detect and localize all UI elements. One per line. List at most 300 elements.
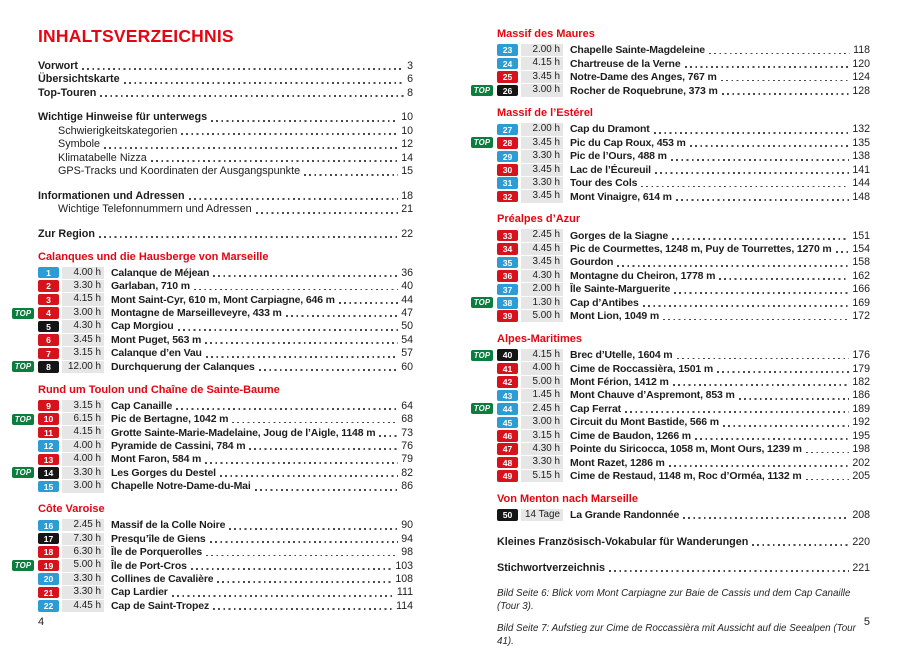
tour-page: 82 [401, 466, 413, 479]
dotted-leader [210, 541, 399, 543]
dotted-leader [806, 479, 850, 481]
dotted-leader [259, 369, 398, 371]
tour-number-badge: 31 [497, 177, 518, 189]
tour-row [471, 190, 870, 203]
tour-duration: 5.00 h [521, 310, 563, 322]
dotted-leader [256, 212, 399, 214]
tour-duration: 3.30 h [62, 280, 104, 292]
tour-duration: 2.00 h [521, 123, 563, 135]
photo-captions [497, 587, 870, 648]
tour-page: 68 [401, 413, 413, 426]
toc-entry-label: Schwierigkeitskategorien [58, 124, 178, 137]
dotted-leader [104, 147, 398, 149]
dotted-leader [211, 120, 398, 122]
dotted-leader [739, 398, 850, 400]
tour-number-badge: 1 [38, 267, 59, 279]
toc-entry-page: 22 [401, 227, 413, 240]
tour-page: 169 [852, 296, 870, 309]
tour-number-badge: 41 [497, 363, 518, 375]
tour-row [471, 150, 870, 163]
tour-page: 144 [852, 177, 870, 190]
toc-entry [38, 138, 413, 152]
tour-number-badge: 20 [38, 573, 59, 585]
tour-duration: 5.00 h [521, 376, 563, 388]
tour-duration: 4.45 h [521, 243, 563, 255]
tour-row [12, 519, 413, 532]
tour-name: Pyramide de Cassini, 784 m [111, 440, 246, 453]
tour-duration: 4.00 h [521, 362, 563, 374]
tour-duration: 2.00 h [521, 283, 563, 295]
dotted-leader [641, 186, 849, 188]
tour-row [471, 375, 870, 388]
tour-number-badge: 35 [497, 257, 518, 269]
tour-number-badge: 44 [497, 403, 518, 415]
toc-entry-label: Stichwortverzeichnis [497, 562, 606, 574]
dotted-leader [695, 438, 849, 440]
tour-row [471, 429, 870, 442]
tour-number-badge: 33 [497, 230, 518, 242]
tour-row [12, 279, 413, 292]
tour-page: 158 [852, 256, 870, 269]
toc-entry [497, 535, 870, 549]
tour-page: 47 [401, 307, 413, 320]
dotted-leader [719, 278, 849, 280]
tour-name: Grotte Sainte-Marie-Madelaine, Joug de l’Aigle, 1148 m [111, 426, 376, 439]
tour-page: 118 [853, 44, 870, 57]
tour-duration: 3.45 h [521, 256, 563, 268]
toc-entry [38, 151, 413, 165]
tour-number-badge: 50 [497, 509, 518, 521]
dotted-leader [189, 198, 399, 200]
tour-name: Gorges de la Siagne [570, 229, 669, 242]
dotted-leader [205, 342, 398, 344]
tour-number-badge: 30 [497, 164, 518, 176]
tour-name: Lac de l’Écureuil [570, 163, 651, 176]
tour-row [12, 559, 413, 572]
tour-page: 108 [395, 573, 413, 586]
tour-duration: 3.00 h [62, 307, 104, 319]
toc-entry [38, 86, 413, 100]
dotted-leader [194, 289, 398, 291]
toc-entry-page: 220 [852, 535, 870, 548]
tour-duration: 3.30 h [62, 467, 104, 479]
tour-page: 90 [401, 519, 413, 532]
tour-name: Rocher de Roquebrune, 373 m [570, 84, 718, 97]
dotted-leader [205, 462, 398, 464]
tour-duration: 5.15 h [521, 470, 563, 482]
tour-name: Cime de Roccassièra, 1501 m [570, 362, 714, 375]
tour-page: 198 [852, 443, 870, 456]
dotted-leader [673, 384, 850, 386]
dotted-leader [229, 528, 398, 530]
dotted-leader [99, 236, 398, 238]
tour-number-badge: 46 [497, 430, 518, 442]
toc-entry-label: Zur Region [38, 227, 95, 240]
tour-page: 135 [852, 136, 870, 149]
tour-row [471, 256, 870, 269]
tour-page: 36 [401, 266, 413, 279]
tour-row [471, 70, 870, 83]
tour-duration: 3.30 h [62, 586, 104, 598]
dotted-leader [82, 68, 404, 70]
tour-name: Cap d’Antibes [570, 296, 639, 309]
section-title: Alpes-Maritimes [497, 332, 582, 345]
tour-name: Tour des Cols [570, 177, 638, 190]
page-number-right: 5 [863, 616, 870, 628]
tour-page: 114 [396, 599, 413, 612]
tour-row [471, 456, 870, 469]
tour-row [12, 333, 413, 346]
tour-number-badge: 29 [497, 151, 518, 163]
tour-page: 94 [401, 532, 413, 545]
toc-entry [38, 111, 413, 125]
dotted-leader [721, 80, 850, 82]
tour-number-badge: 13 [38, 454, 59, 466]
dotted-leader [669, 465, 850, 467]
tour-row [471, 469, 870, 482]
tour-page: 50 [401, 320, 413, 333]
page-number-left: 4 [38, 616, 45, 628]
section-title: Massif de l’Estérel [497, 107, 593, 120]
tour-page: 189 [852, 402, 870, 415]
toc-entry-label: GPS-Tracks und Koordinaten der Ausgangspunkte [58, 165, 301, 178]
tour-page: 195 [852, 429, 870, 442]
tour-page: 208 [852, 509, 870, 522]
front-matter-list [38, 59, 413, 241]
top-badge: TOP [471, 137, 493, 148]
tour-number-badge: 16 [38, 520, 59, 532]
dotted-leader [643, 305, 850, 307]
tour-number-badge: 11 [38, 427, 59, 439]
dotted-leader [683, 517, 849, 519]
toc-entry-page: 6 [407, 73, 413, 86]
dotted-leader [717, 371, 849, 373]
dotted-leader [674, 292, 849, 294]
tour-row [12, 360, 413, 373]
tour-name: Mont Puget, 563 m [111, 333, 202, 346]
tour-page: 44 [401, 293, 413, 306]
dotted-leader [213, 275, 398, 277]
tour-page: 162 [852, 269, 870, 282]
tour-duration: 3.45 h [521, 164, 563, 176]
dotted-leader [806, 452, 850, 454]
photo-caption: Bild Seite 6: Blick vom Mont Carpiagne zur Baie de Cassis und dem Cap Canaille (Tour 3). [497, 587, 851, 612]
top-badge: TOP [471, 85, 493, 96]
dotted-leader [178, 329, 399, 331]
tour-number-badge: 47 [497, 443, 518, 455]
tour-page: 98 [401, 546, 413, 559]
tour-duration: 3.00 h [521, 84, 563, 96]
tour-name: Mont Vinaigre, 614 m [570, 190, 672, 203]
tour-row [12, 466, 413, 479]
toc-entry-page: 18 [401, 189, 413, 202]
tour-number-badge: 3 [38, 294, 59, 306]
tour-row [471, 242, 870, 255]
tour-row [12, 545, 413, 558]
dotted-leader [176, 408, 398, 410]
tour-row [471, 229, 870, 242]
toc-entry-label: Wichtige Telefonnummern und Adressen [58, 203, 252, 216]
tour-name: Pic de Bertagne, 1042 m [111, 413, 229, 426]
tour-row [471, 269, 870, 282]
tour-name: Cap Ferrat [570, 402, 622, 415]
tour-row [471, 123, 870, 136]
tour-page: 205 [852, 470, 870, 483]
tour-number-badge: 24 [497, 58, 518, 70]
tour-name: Collines de Cavalière [111, 573, 214, 586]
tour-row [471, 177, 870, 190]
dotted-leader [663, 319, 849, 321]
dotted-leader [181, 133, 398, 135]
tour-name: Massif de la Colle Noire [111, 519, 226, 532]
tour-name: Notre-Dame des Anges, 767 m [570, 71, 717, 84]
tour-number-badge: 28 [497, 137, 518, 149]
tour-duration: 4.00 h [62, 440, 104, 452]
tour-number-badge: 8 [38, 361, 59, 373]
tour-section [14, 250, 413, 374]
toc-entry-page: 12 [401, 138, 413, 151]
tour-duration: 1.45 h [521, 389, 563, 401]
tour-name: Île Sainte-Marguerite [570, 283, 671, 296]
tour-duration: 4.30 h [521, 270, 563, 282]
tour-row [12, 426, 413, 439]
tour-name: Pic de Courmettes, 1248 m, Puy de Tourrettes, 1270 m [570, 243, 832, 256]
tour-row [12, 439, 413, 452]
page-left [0, 0, 454, 648]
dotted-leader [625, 411, 849, 413]
tour-page: 182 [852, 376, 870, 389]
page-right [454, 0, 909, 648]
top-badge: TOP [471, 350, 493, 361]
tour-name: Les Gorges du Destel [111, 466, 216, 479]
toc-entry-label: Klimatabelle Nizza [58, 151, 147, 164]
tour-page: 166 [852, 283, 870, 296]
tour-number-badge: 39 [497, 310, 518, 322]
toc-entry [38, 165, 413, 179]
tour-name: Chapelle Sainte-Magdeleine [570, 44, 705, 57]
tour-number-badge: 26 [497, 85, 518, 97]
tour-row [12, 599, 413, 612]
tour-name: La Grande Randonnée [570, 509, 680, 522]
tour-name: Île de Porquerolles [111, 546, 203, 559]
tour-section [473, 213, 870, 323]
tour-page: 128 [852, 84, 870, 97]
tour-number-badge: 36 [497, 270, 518, 282]
tour-page: 120 [852, 57, 870, 70]
tour-number-badge: 9 [38, 400, 59, 412]
tour-number-badge: 19 [38, 560, 59, 572]
tour-name: Calanque de Méjean [111, 266, 210, 279]
tour-duration: 3.45 h [521, 137, 563, 149]
tour-name: Presqu’île de Giens [111, 532, 206, 545]
tour-name: Montagne du Cheiron, 1778 m [570, 269, 716, 282]
tour-row [12, 293, 413, 306]
dotted-leader [722, 93, 850, 95]
tour-number-badge: 42 [497, 376, 518, 388]
top-badge: TOP [12, 467, 34, 478]
toc-entry-label: Top-Touren [38, 86, 97, 99]
dotted-leader [752, 544, 849, 546]
tour-number-badge: 2 [38, 280, 59, 292]
toc-entry-page: 10 [401, 111, 413, 124]
tour-row [471, 296, 870, 309]
tour-duration: 2.45 h [521, 403, 563, 415]
tour-row [12, 532, 413, 545]
tour-duration: 4.15 h [62, 426, 104, 438]
tour-page: 103 [395, 559, 413, 572]
dotted-leader [206, 356, 398, 358]
tour-number-badge: 17 [38, 533, 59, 545]
tour-duration: 7.30 h [62, 533, 104, 545]
toc-entry-page: 10 [401, 124, 413, 137]
tour-page: 40 [401, 280, 413, 293]
page-title: INHALTSVERZEICHNIS [38, 26, 234, 46]
dotted-leader [232, 422, 398, 424]
tour-page: 76 [401, 440, 413, 453]
tour-page: 73 [401, 426, 413, 439]
tour-number-badge: 43 [497, 390, 518, 402]
toc-entry-page: 221 [852, 562, 870, 574]
tour-number-badge: 48 [497, 457, 518, 469]
toc-entry [38, 227, 413, 241]
dotted-leader [217, 581, 392, 583]
tour-name: Mont Saint-Cyr, 610 m, Mont Carpiagne, 646 m [111, 293, 335, 306]
tour-name: Mont Razet, 1286 m [570, 456, 665, 469]
tour-name: Chapelle Notre-Dame-du-Mai [111, 480, 251, 493]
tour-section [14, 383, 413, 494]
tour-name: Cime de Restaud, 1148 m, Roc d’Orméa, 1132 m [570, 470, 802, 483]
tour-page: 124 [852, 71, 870, 84]
tour-row [471, 416, 870, 429]
tour-number-badge: 45 [497, 417, 518, 429]
tour-duration: 2.45 h [521, 229, 563, 241]
right-tour-sections [473, 28, 870, 522]
tour-name: Brec d’Utelle, 1604 m [570, 349, 673, 362]
tour-number-badge: 10 [38, 413, 59, 425]
tour-page: 154 [852, 243, 870, 256]
tour-number-badge: 37 [497, 284, 518, 296]
tour-row [471, 84, 870, 97]
tour-name: Cap Morgiou [111, 320, 174, 333]
tour-row [471, 362, 870, 375]
tour-number-badge: 23 [497, 44, 518, 56]
tour-duration: 4.15 h [62, 293, 104, 305]
tour-duration: 12.00 h [62, 361, 104, 373]
dotted-leader [339, 302, 398, 304]
dotted-leader [191, 568, 393, 570]
tour-page: 57 [401, 347, 413, 360]
dotted-leader [617, 265, 849, 267]
toc-entry-label: Wichtige Hinweise für unterwegs [38, 111, 208, 124]
tour-page: 176 [852, 349, 870, 362]
tour-page: 151 [852, 229, 870, 242]
dotted-leader [677, 358, 850, 360]
tour-number-badge: 4 [38, 307, 59, 319]
tour-name: Cap du Dramont [570, 123, 650, 136]
dotted-leader [676, 199, 849, 201]
back-matter-list [497, 535, 870, 575]
tour-number-badge: 38 [497, 297, 518, 309]
tour-number-badge: 22 [38, 600, 59, 612]
tour-row [12, 306, 413, 319]
dotted-leader [124, 82, 404, 84]
tour-name: Mont Lion, 1049 m [570, 310, 660, 323]
tour-name: Cap Canaille [111, 399, 173, 412]
tour-page: 138 [852, 150, 870, 163]
tour-duration: 3.15 h [521, 430, 563, 442]
section-title: Von Menton nach Marseille [497, 492, 638, 505]
toc-entry-page: 21 [401, 203, 413, 216]
toc-entry [38, 124, 413, 138]
toc-entry-label: Informationen und Adressen [38, 189, 185, 202]
tour-row [12, 572, 413, 585]
tour-duration: 4.00 h [62, 453, 104, 465]
dotted-leader [220, 475, 398, 477]
dotted-leader [690, 145, 850, 147]
tour-name: Cap de Saint-Tropez [111, 599, 210, 612]
tour-page: 79 [401, 453, 413, 466]
tour-row [471, 310, 870, 323]
tour-number-badge: 18 [38, 546, 59, 558]
tour-duration: 3.45 h [521, 71, 563, 83]
tour-row [12, 347, 413, 360]
tour-section [473, 332, 870, 483]
tour-page: 60 [401, 360, 413, 373]
tour-duration: 4.00 h [62, 267, 104, 279]
tour-duration: 2.00 h [521, 44, 563, 56]
tour-number-badge: 5 [38, 321, 59, 333]
toc-entry-label: Kleines Französisch-Vokabular für Wanderungen [497, 535, 749, 548]
tour-page: 186 [852, 389, 870, 402]
tour-page: 54 [401, 333, 413, 346]
tour-row [471, 283, 870, 296]
tour-number-badge: 32 [497, 191, 518, 203]
tour-page: 132 [852, 123, 870, 136]
tour-row [471, 348, 870, 361]
tour-number-badge: 25 [497, 71, 518, 83]
tour-row [471, 136, 870, 149]
tour-duration: 3.00 h [521, 416, 563, 428]
tour-name: Île de Port-Cros [111, 559, 187, 572]
tour-number-badge: 34 [497, 243, 518, 255]
dotted-leader [685, 66, 850, 68]
tour-page: 172 [852, 310, 870, 323]
tour-page: 148 [852, 190, 870, 203]
tour-duration: 3.15 h [62, 347, 104, 359]
tour-page: 192 [852, 416, 870, 429]
dotted-leader [654, 132, 850, 134]
tour-name: Montagne de Marseilleveyre, 433 m [111, 307, 282, 320]
toc-entry-page: 14 [401, 151, 413, 164]
tour-section [473, 107, 870, 203]
tour-page: 202 [852, 456, 870, 469]
tour-page: 86 [401, 480, 413, 493]
tour-number-badge: 21 [38, 587, 59, 599]
toc-entry-page: 8 [407, 86, 413, 99]
tour-duration: 3.45 h [62, 334, 104, 346]
tour-row [471, 163, 870, 176]
tour-row [471, 443, 870, 456]
toc-entry [497, 561, 870, 575]
tour-name: Pointe du Siricocca, 1058 m, Mont Ours, 1239 m [570, 443, 802, 456]
top-badge: TOP [12, 560, 34, 571]
toc-entry [38, 59, 413, 73]
top-badge: TOP [471, 297, 493, 308]
dotted-leader [655, 172, 849, 174]
top-badge: TOP [12, 361, 34, 372]
toc-entry [38, 203, 413, 217]
tour-name: Pic du Cap Roux, 453 m [570, 136, 686, 149]
